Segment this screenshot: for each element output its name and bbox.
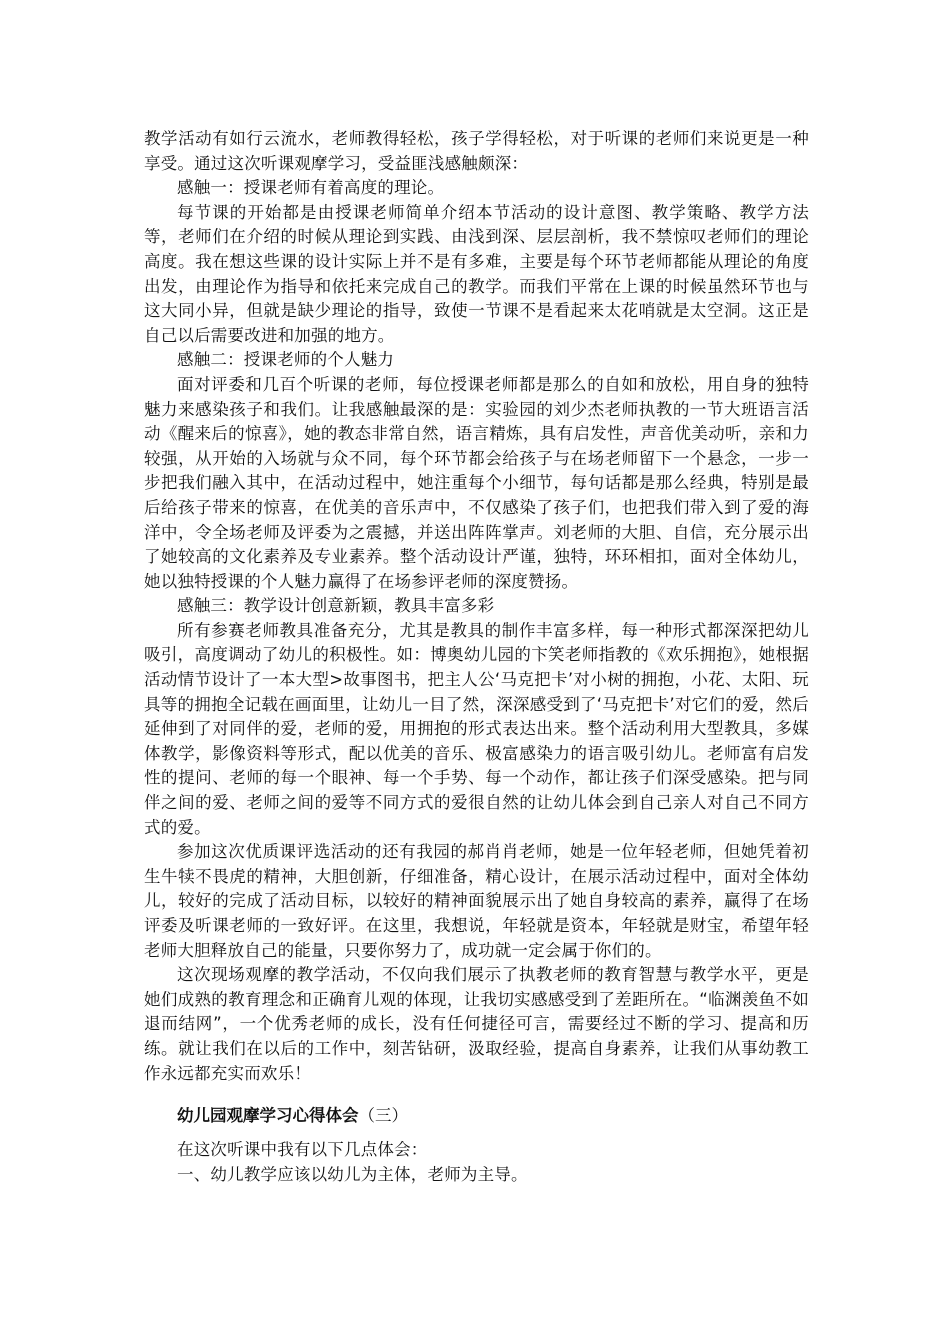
section-heading	[144, 1102, 809, 1130]
point-heading-2: 感触二：授课老师的个人魅力	[177, 350, 395, 370]
section-title: 幼儿园观摩学习心得体会	[177, 1106, 359, 1126]
body-paragraph: 参加这次优质课评选活动的还有我园的郝肖肖老师，她是一位年轻老师，但她凭着初生牛犊不畏虎的精神，大胆创新，仔细准备，精心设计，在展示活动过程中，面对全体幼儿，较好的完成了活动目标，以较好的精神面貌展示出了她自身较高的素养，赢得了在场评委及听课老师的一致好评。在这里，我想说，年轻就是资本，年轻就是财宝，希望年轻老师大胆释放自己的能量，只要你努力了，成功就一定会属于你们的。	[144, 842, 809, 960]
body-paragraph: 所有参赛老师教具准备充分，尤其是教具的制作丰富多样，每一种形式都深深把幼儿吸引，高度调动了幼儿的积极性。如：博奥幼儿园的卞笑老师指教的《欢乐拥抱》，她根据活动情节设计了一本大型>故事图书，把主人公‘马克把卡’对小树的拥抱，小花、太阳、玩具等的拥抱全记载在画面里，让幼儿一目了然，深深感受到了‘马克把卡’对它们的爱，然后延伸到了对同伴的爱，老师的爱，用拥抱的形式表达出来。整个活动利用大型教具，多媒体教学，影像资料等形式，配以优美的音乐、极富感染力的语言吸引幼儿。老师富有启发性的提问、老师的每一个眼神、每一个手势、每一个动作，都让孩子们深受感染。把与同伴之间的爱、老师之间的爱等不同方式的爱很自然的让幼儿体会到自己亲人对自己不同方式的爱。	[144, 620, 809, 837]
body-paragraph: 在这次听课中我有以下几点体会：	[177, 1140, 428, 1160]
body-paragraph: 这次现场观摩的教学活动，不仅向我们展示了执教老师的教育智慧与教学水平，更是她们成熟的教育理念和正确育儿观的体现，让我切实感感受到了差距所在。“临渊羡鱼不如退而结网”，一个优秀老师的成长，没有任何捷径可言，需要经过不断的学习、提高和历练。就让我们在以后的工作中，刻苦钻研，汲取经验，提高自身素养，让我们从事幼教工作永远都充实而欢乐！	[144, 965, 809, 1083]
body-paragraph: 每节课的开始都是由授课老师简单介绍本节活动的设计意图、教学策略、教学方法等，老师们在介绍的时候从理论到实践、由浅到深、层层剖析，我不禁惊叹老师们的理论高度。我在想这些课的设计实际上并不是有多难，主要是每个环节老师都能从理论的角度出发，由理论作为指导和依托来完成自己的教学。而我们平常在上课的时候虽然环节也与这大同小异，但就是缺少理论的指导，致使一节课不是看起来太花哨就是太空洞。这正是自己以后需要改进和加强的地方。	[144, 202, 809, 345]
body-paragraph: 教学活动有如行云流水，老师教得轻松，孩子学得轻松，对于听课的老师们来说更是一种享受。通过这次听课观摩学习，受益匪浅感触颇深：	[144, 129, 809, 173]
body-paragraph: 面对评委和几百个听课的老师，每位授课老师都是那么的自如和放松，用自身的独特魅力来感染孩子和我们。让我感触最深的是：实验园的刘少杰老师执教的一节大班语言活动《醒来后的惊喜》，她的教态非常自然，语言精炼，具有启发性，声音优美动听，亲和力较强，从开始的入场就与众不同，每个环节都会给孩子与在场老师留下一个悬念，一步一步把我们融入其中，在活动过程中，她注重每个小细节，每句话都是那么经典，特别是最后给孩子带来的惊喜，在优美的音乐声中，不仅感染了孩子们，也把我们带入到了爱的海洋中，令全场老师及评委为之震撼，并送出阵阵掌声。刘老师的大胆、自信，充分展示出了她较高的文化素养及专业素养。整个活动设计严谨，独特，环环相扣，面对全体幼儿，她以独特授课的个人魅力赢得了在场参评老师的深度赞扬。	[144, 374, 809, 591]
point-heading-3: 感触三：教学设计创意新颖，教具丰富多彩	[177, 596, 495, 616]
body-paragraph: 一、幼儿教学应该以幼儿为主体，老师为主导。	[177, 1164, 528, 1184]
section-title-suffix: （三）	[358, 1106, 408, 1126]
document-page	[144, 127, 809, 1187]
point-heading-1: 感触一：授课老师有着高度的理论。	[177, 178, 445, 198]
